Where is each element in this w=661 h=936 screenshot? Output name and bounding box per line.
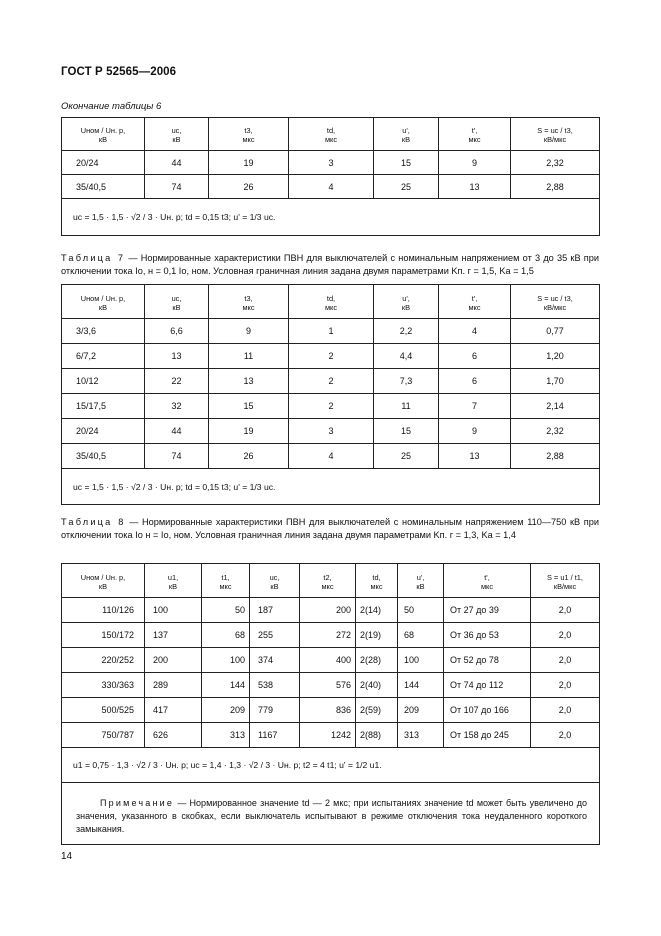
table-cell: 25 (374, 175, 439, 199)
table-cell: От 158 до 245 (444, 723, 531, 748)
table8-header-8: S = u1 / t1, кВ/мкс (531, 564, 600, 598)
table-cell: 2(14) (356, 598, 398, 623)
table-cell: 19 (209, 151, 289, 175)
table-cell: 11 (209, 344, 289, 369)
table-cell: 9 (439, 419, 511, 444)
table7-caption-label: Таблица 7 (61, 253, 126, 263)
table-cell: 209 (202, 698, 250, 723)
table-cell: 1,70 (511, 369, 600, 394)
table6-header-0: Uном / Uн. р, кВ (62, 118, 145, 151)
table-cell: 44 (145, 419, 209, 444)
table-cell: 2,14 (511, 394, 600, 419)
table-cell: 6/7,2 (62, 344, 145, 369)
table-row (62, 344, 600, 369)
table8-header-0: Uном / Uн. р, кВ (62, 564, 145, 598)
table-cell: 779 (250, 698, 300, 723)
table-cell: 4 (439, 319, 511, 344)
table-cell: 2(28) (356, 648, 398, 673)
table-cell: 22 (145, 369, 209, 394)
table-cell: 2,0 (531, 698, 600, 723)
table7-header-4: u', кВ (374, 285, 439, 319)
table-cell: 100 (202, 648, 250, 673)
table-row (62, 623, 600, 648)
table-cell: 1167 (250, 723, 300, 748)
table-cell: 6 (439, 369, 511, 394)
table-cell: От 27 до 39 (444, 598, 531, 623)
table6-header-1: uс, кВ (145, 118, 209, 151)
table-cell: 7,3 (374, 369, 439, 394)
table6-formula: uс = 1,5 · 1,5 · √2 / 3 · Uн. р; td = 0,15 t3; u' = 1/3 uс. (62, 199, 600, 236)
table-cell: 2,88 (511, 444, 600, 469)
document-code: ГОСТ Р 52565—2006 (61, 66, 177, 78)
table7-caption-text: — Нормированные характеристики ПВН для выключателей с номинальным напряжением от 3 до 35 кВ при отключении тока Iо, н = 0,1 Iо, ном. Условная граничная линия задана двумя параметрами Kп. г = 1,5, Kа = 1,5 (61, 253, 599, 276)
table6-header-3: td, мкс (289, 118, 374, 151)
table-cell: 2 (289, 344, 374, 369)
table-cell: 313 (202, 723, 250, 748)
table-cell: 13 (145, 344, 209, 369)
table-cell: 15 (374, 151, 439, 175)
table-cell: 576 (300, 673, 356, 698)
table-cell: 3 (289, 151, 374, 175)
table-cell: 144 (398, 673, 444, 698)
table-cell: От 36 до 53 (444, 623, 531, 648)
table-row (62, 151, 600, 175)
table-cell: 9 (439, 151, 511, 175)
table7-header-0: Uном / Uн. р, кВ (62, 285, 145, 319)
table7-header-5: t', мкс (439, 285, 511, 319)
table-cell: 7 (439, 394, 511, 419)
table-cell: 19 (209, 419, 289, 444)
table-cell: 10/12 (62, 369, 145, 394)
table-row (62, 723, 600, 748)
table-row (62, 698, 600, 723)
table-cell: От 107 до 166 (444, 698, 531, 723)
table-cell: 20/24 (62, 419, 145, 444)
table-cell: 4 (289, 175, 374, 199)
table7 (61, 284, 600, 505)
table-cell: 2,32 (511, 419, 600, 444)
table6-header-4: u', кВ (374, 118, 439, 151)
table6-header-6: S = uс / t3, кВ/мкс (511, 118, 600, 151)
table-cell: 6,6 (145, 319, 209, 344)
table8-header-4: t2, мкс (300, 564, 356, 598)
table8-formula: u1 = 0,75 · 1,3 · √2 / 3 · Uн. р; uс = 1,4 · 1,3 · √2 / 3 · Uн. р; t2 = 4 t1; u' = 1/2 u1. (62, 748, 600, 783)
table-cell: 2,0 (531, 623, 600, 648)
table-cell: 32 (145, 394, 209, 419)
table8-caption-text: — Нормированные характеристики ПВН для выключателей с номинальным напряжением 110—750 кВ при отключении тока Iо н = Iо, ном. Условная граничная линия задана двумя параметрами Kп. г = 1,3, Kа = 1,4 (61, 517, 599, 540)
table-cell: 110/126 (62, 598, 145, 623)
table-cell: 220/252 (62, 648, 145, 673)
table-cell: 500/525 (62, 698, 145, 723)
table-row (62, 598, 600, 623)
table7-header-row (62, 285, 600, 319)
table-row (62, 319, 600, 344)
table-cell: 417 (145, 698, 202, 723)
table8-caption (61, 516, 599, 542)
table6-caption: Окончание таблицы 6 (61, 101, 162, 112)
table-cell: 255 (250, 623, 300, 648)
table7-header-3: td, мкс (289, 285, 374, 319)
page-number: 14 (61, 851, 73, 862)
table8-header-1: u1, кВ (145, 564, 202, 598)
table-cell: 74 (145, 444, 209, 469)
table-cell: 538 (250, 673, 300, 698)
table-cell: 44 (145, 151, 209, 175)
table-row (62, 648, 600, 673)
table-cell: 313 (398, 723, 444, 748)
table-cell: 35/40,5 (62, 444, 145, 469)
table7-header-2: t3, мкс (209, 285, 289, 319)
table-row (62, 673, 600, 698)
table-cell: 11 (374, 394, 439, 419)
table-cell: 2,88 (511, 175, 600, 199)
table-cell: 2(19) (356, 623, 398, 648)
table7-header-1: uс, кВ (145, 285, 209, 319)
table-cell: 2(88) (356, 723, 398, 748)
table-cell: 100 (145, 598, 202, 623)
table8-header-5: td, мкс (356, 564, 398, 598)
table8-header-2: t1, мкс (202, 564, 250, 598)
table-cell: 25 (374, 444, 439, 469)
table8-note-text: — Нормированное значение td — 2 мкс; при испытаниях значение td может быть увеличено до значения, указанного в скобках, если выключатель испытывают в режиме отключения тока неудаленного короткого замыкания. (76, 798, 587, 834)
table-cell: 4 (289, 444, 374, 469)
table8-header-7: t', мкс (444, 564, 531, 598)
table-cell: 26 (209, 175, 289, 199)
table8-header-3: uс, кВ (250, 564, 300, 598)
table-cell: 750/787 (62, 723, 145, 748)
table7-caption (61, 252, 599, 278)
table-row (62, 419, 600, 444)
table-cell: 100 (398, 648, 444, 673)
table-cell: 3/3,6 (62, 319, 145, 344)
table-cell: 2,0 (531, 673, 600, 698)
table-cell: От 74 до 112 (444, 673, 531, 698)
table-cell: 374 (250, 648, 300, 673)
table-cell: 35/40,5 (62, 175, 145, 199)
table-cell: 9 (209, 319, 289, 344)
table6-header-row (62, 118, 600, 151)
table-cell: 200 (145, 648, 202, 673)
table-cell: 2 (289, 369, 374, 394)
table-row (62, 369, 600, 394)
table-cell: 13 (439, 175, 511, 199)
table-cell: 330/363 (62, 673, 145, 698)
table-cell: 15 (209, 394, 289, 419)
table7-formula: uс = 1,5 · 1,5 · √2 / 3 · Uн. р; td = 0,15 t3; u' = 1/3 uс. (62, 469, 600, 505)
table8-note (62, 783, 599, 844)
table-cell: 2(59) (356, 698, 398, 723)
table-row (62, 444, 600, 469)
table-cell: 68 (398, 623, 444, 648)
table-cell: 4,4 (374, 344, 439, 369)
table-row (62, 394, 600, 419)
table-row (62, 175, 600, 199)
table-cell: 137 (145, 623, 202, 648)
table-cell: 15/17,5 (62, 394, 145, 419)
table-cell: 626 (145, 723, 202, 748)
table-cell: 2,2 (374, 319, 439, 344)
table-cell: 144 (202, 673, 250, 698)
table-cell: 74 (145, 175, 209, 199)
table7-header-6: S = uс / t3, кВ/мкс (511, 285, 600, 319)
table-cell: 50 (202, 598, 250, 623)
table-cell: 209 (398, 698, 444, 723)
table-cell: 289 (145, 673, 202, 698)
table-cell: 272 (300, 623, 356, 648)
table-cell: 26 (209, 444, 289, 469)
table6 (61, 117, 600, 236)
table8-note-cell (62, 783, 600, 845)
table-cell: 1242 (300, 723, 356, 748)
table8-caption-label: Таблица 8 (61, 517, 126, 527)
table-cell: 400 (300, 648, 356, 673)
table8-header-row (62, 564, 600, 598)
table-cell: 2 (289, 394, 374, 419)
table-cell: 187 (250, 598, 300, 623)
table-cell: 6 (439, 344, 511, 369)
table-cell: 1 (289, 319, 374, 344)
table-cell: 2(40) (356, 673, 398, 698)
table-cell: 13 (209, 369, 289, 394)
table-cell: 2,0 (531, 598, 600, 623)
table-cell: 2,0 (531, 648, 600, 673)
table8 (61, 563, 600, 845)
table-cell: 50 (398, 598, 444, 623)
table-cell: От 52 до 78 (444, 648, 531, 673)
table-cell: 20/24 (62, 151, 145, 175)
table-cell: 68 (202, 623, 250, 648)
table8-header-6: u', кВ (398, 564, 444, 598)
table6-header-2: t3, мкс (209, 118, 289, 151)
table6-header-5: t', мкс (439, 118, 511, 151)
table-cell: 150/172 (62, 623, 145, 648)
table-cell: 2,32 (511, 151, 600, 175)
table-cell: 200 (300, 598, 356, 623)
table-cell: 0,77 (511, 319, 600, 344)
table-cell: 2,0 (531, 723, 600, 748)
table-cell: 1,20 (511, 344, 600, 369)
table-cell: 13 (439, 444, 511, 469)
table-cell: 15 (374, 419, 439, 444)
table8-note-label: Примечание (100, 798, 175, 808)
table-cell: 836 (300, 698, 356, 723)
table-cell: 3 (289, 419, 374, 444)
